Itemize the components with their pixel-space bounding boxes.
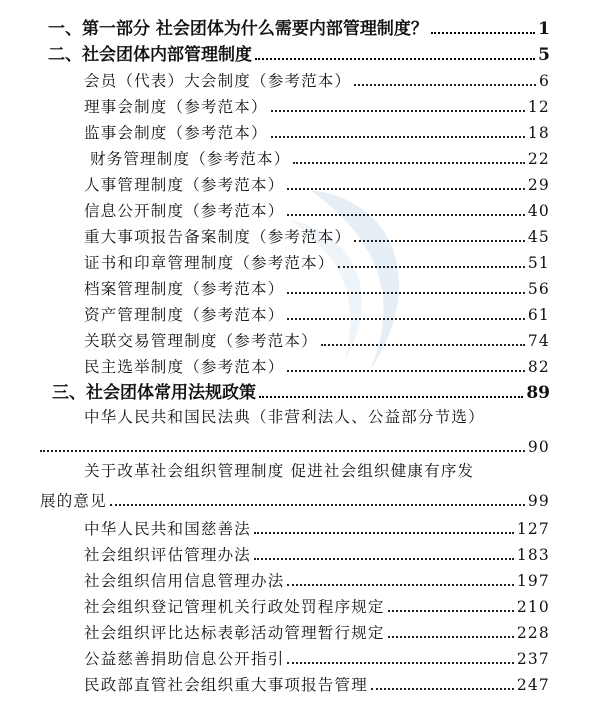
toc-entry[interactable]: [84, 118, 550, 144]
dot-leader: [338, 266, 525, 268]
toc-entry-part2[interactable]: [48, 40, 550, 66]
toc-entry[interactable]: [84, 514, 550, 540]
toc-page-number: 197: [516, 572, 550, 590]
dot-leader: [287, 214, 524, 216]
toc-label: 民主选举制度（参考范本）: [84, 358, 285, 376]
toc-label: 关联交易管理制度（参考范本）: [84, 332, 318, 350]
toc-page-number: 40: [527, 202, 550, 220]
toc-label: 证书和印章管理制度（参考范本）: [84, 254, 335, 272]
toc-page-number: 74: [527, 332, 550, 350]
dot-leader: [354, 84, 536, 86]
toc-page-number: 51: [527, 254, 550, 272]
toc-page-number: 22: [527, 150, 550, 168]
toc-entry[interactable]: [84, 92, 550, 118]
toc-label: 展的意见: [40, 492, 107, 510]
toc-entry[interactable]: [90, 144, 550, 170]
toc-page-number: 18: [527, 124, 550, 142]
toc-page-number: 61: [527, 306, 550, 324]
toc-label: 民政部直管社会组织重大事项报告管理: [84, 676, 368, 694]
toc-label: 社会组织登记管理机关行政处罚程序规定: [84, 598, 385, 616]
toc-entry-part1[interactable]: [48, 14, 550, 40]
dot-leader: [287, 188, 524, 190]
toc-label: 档案管理制度（参考范本）: [84, 280, 285, 298]
toc-entry[interactable]: [84, 670, 550, 696]
toc-entry[interactable]: [84, 274, 550, 300]
toc-page-number: 6: [538, 72, 550, 90]
dot-leader: [321, 344, 525, 346]
toc-entry[interactable]: [84, 618, 550, 644]
toc-label: 中华人民共和国慈善法: [84, 520, 252, 538]
toc-entry-civil-code[interactable]: [40, 432, 550, 458]
toc-label: 三、社会团体常用法规政策: [52, 383, 256, 403]
toc-entry[interactable]: [84, 540, 550, 566]
toc-label: 信息公开制度（参考范本）: [84, 202, 285, 220]
dot-leader: [254, 532, 514, 534]
dot-leader: [431, 32, 535, 34]
toc-label: 财务管理制度（参考范本）: [90, 150, 291, 168]
toc-entry-civil-code-label: 中华人民共和国民法典（非营利法人、公益部分节选）: [84, 408, 485, 426]
dot-leader: [388, 610, 514, 612]
toc-label: 社会组织评比达标表彰活动管理暂行规定: [84, 624, 385, 642]
toc-page-number: 1: [538, 19, 550, 39]
toc-label: 监事会制度（参考范本）: [84, 124, 268, 142]
toc-label: 重大事项报告备案制度（参考范本）: [84, 228, 352, 246]
toc-label: 公益慈善捐助信息公开指引: [84, 650, 285, 668]
toc-page-number: 82: [527, 358, 550, 376]
toc-entry[interactable]: [84, 326, 550, 352]
toc-page-number: 56: [527, 280, 550, 298]
dot-leader: [354, 240, 525, 242]
toc-page-number: 183: [516, 546, 550, 564]
toc-entry[interactable]: [84, 592, 550, 618]
toc-label: 二、社会团体内部管理制度: [48, 45, 252, 65]
toc-entry[interactable]: [84, 644, 550, 670]
dot-leader: [271, 110, 525, 112]
dot-leader: [388, 636, 514, 638]
dot-leader: [287, 292, 524, 294]
toc-entry[interactable]: [84, 352, 550, 378]
dot-leader: [287, 318, 524, 320]
dot-leader: [371, 688, 514, 690]
toc-entry[interactable]: [84, 66, 550, 92]
toc-page-number: 247: [516, 676, 550, 694]
dot-leader: [255, 58, 535, 60]
dot-leader: [271, 136, 525, 138]
toc-label: 资产管理制度（参考范本）: [84, 306, 285, 324]
toc-label: 社会组织信用信息管理办法: [84, 572, 285, 590]
dot-leader: [40, 450, 525, 452]
toc-page-number: 228: [516, 624, 550, 642]
toc-entry[interactable]: [84, 196, 550, 222]
toc-entry[interactable]: [84, 300, 550, 326]
toc-page-number: 90: [527, 438, 550, 456]
toc-page-number: 5: [538, 45, 550, 65]
dot-leader: [259, 396, 523, 398]
toc-entry-reform-opinion-line1: 关于改革社会组织管理制度 促进社会组织健康有序发: [84, 462, 475, 480]
dot-leader: [293, 162, 524, 164]
dot-leader: [287, 662, 513, 664]
dot-leader: [110, 504, 525, 506]
toc-page-number: 127: [516, 520, 550, 538]
toc-label: 人事管理制度（参考范本）: [84, 176, 285, 194]
toc-label: 一、第一部分 社会团体为什么需要内部管理制度？: [48, 19, 428, 39]
toc-label: 会员（代表）大会制度（参考范本）: [84, 72, 352, 90]
toc-label: 理事会制度（参考范本）: [84, 98, 268, 116]
toc-entry[interactable]: [84, 566, 550, 592]
toc-page-number: 29: [527, 176, 550, 194]
dot-leader: [287, 584, 513, 586]
toc-page-number: 45: [527, 228, 550, 246]
toc-entry[interactable]: [84, 222, 550, 248]
toc-page-number: 99: [527, 492, 550, 510]
toc-label: 社会组织评估管理办法: [84, 546, 252, 564]
toc-entry[interactable]: [84, 248, 550, 274]
toc-page-number: 237: [516, 650, 550, 668]
dot-leader: [254, 558, 514, 560]
toc-entry[interactable]: [84, 170, 550, 196]
toc-entry-part3[interactable]: [52, 378, 550, 404]
dot-leader: [287, 370, 524, 372]
toc-page-number: 12: [527, 98, 550, 116]
toc-page-number: 210: [516, 598, 550, 616]
toc-page-number: 89: [526, 383, 550, 403]
toc-entry-reform-opinion[interactable]: [40, 486, 550, 512]
